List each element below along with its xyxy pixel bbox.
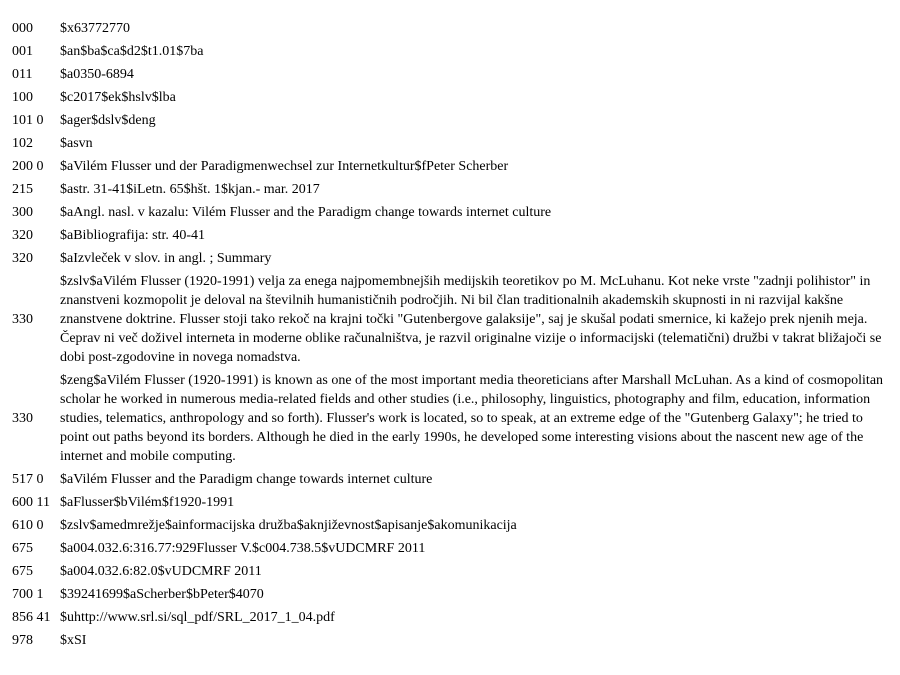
field-value: $a004.032.6:82.0$vUDCMRF 2011 — [60, 564, 262, 579]
field-value — [60, 652, 892, 675]
field-tag: 675 — [12, 564, 33, 579]
field-tag: 300 — [12, 205, 33, 220]
field-row — [12, 63, 892, 86]
field-value: $zeng$aVilém Flusser (1920-1991) is known as one of the most important media theoreticians after Marshall McLuhan. As a kind of cosmopolitan scholar he worked in numerous media-related fields and other studies (i.e., philosophy, linguistics, photography and film, education, information studies, telematics, anthropology and so forth). Flusser's work is located, so to speak, at an extreme edge of the "Gutenberg Galaxy"; he tried to point out paths beyond its borders. Although he died in the early 1990s, he developed some interesting visions about the nascent new age of the internet and mobile computing. — [60, 373, 884, 464]
field-value: $aIzvleček v slov. in angl. ; Summary — [60, 251, 272, 266]
field-value: $ager$dslv$deng — [60, 113, 156, 128]
field-tag: 610 0 — [12, 518, 44, 533]
field-value: $aAngl. nasl. v kazalu: Vilém Flusser and the Paradigm change towards internet culture — [60, 205, 552, 220]
field-value: $uhttp://www.srl.si/sql_pdf/SRL_2017_1_04.pdf — [60, 610, 335, 625]
field-row — [12, 537, 892, 560]
field-row — [12, 132, 892, 155]
field-tag: 700 1 — [12, 587, 44, 602]
field-row — [12, 652, 892, 675]
field-row — [12, 155, 892, 178]
field-row — [12, 583, 892, 606]
field-value: $x63772770 — [60, 21, 130, 36]
field-row — [12, 224, 892, 247]
field-tag: 330 — [12, 312, 33, 327]
field-row — [12, 86, 892, 109]
field-tag: 101 0 — [12, 113, 44, 128]
field-value: $c2017$ek$hslv$lba — [60, 90, 176, 105]
field-value: $zslv$amedmrežje$ainformacijska družba$aknjiževnost$apisanje$akomunikacija — [60, 518, 517, 533]
field-tag: 200 0 — [12, 159, 44, 174]
field-row — [12, 270, 892, 369]
field-tag: 001 — [12, 44, 33, 59]
field-tag: 856 41 — [12, 610, 51, 625]
field-row — [12, 491, 892, 514]
field-tag: 100 — [12, 90, 33, 105]
field-value — [60, 629, 892, 652]
field-value: $a004.032.6:316.77:929Flusser V.$c004.738.5$vUDCMRF 2011 — [60, 541, 426, 556]
field-tag: 011 — [12, 67, 33, 82]
field-tag — [12, 652, 60, 675]
field-value: $aVilém Flusser und der Paradigmenwechsel zur Internetkultur$fPeter Scherber — [60, 159, 509, 174]
field-row — [12, 109, 892, 132]
field-row — [12, 468, 892, 491]
field-row — [12, 606, 892, 629]
field-row — [12, 178, 892, 201]
field-value: $aBibliografija: str. 40-41 — [60, 228, 206, 243]
field-row — [12, 629, 892, 652]
field-tag: 517 0 — [12, 472, 44, 487]
field-value: $zslv$aVilém Flusser (1920-1991) velja za enega najpomembnejših medijskih teoretikov po M. McLuhanu. Kot neke vrste "zadnji polihistor" in znanstveni kozmopolit je deloval na številnih humanističnih področjih. Ni bil član traditionalnih akademskih skupnosti in ni razvijal kakšne znanstvene doktrine. Flusser stoji tako rekoč na krajni točki "Gutenbergove galaksije", saj je skušal podati smernice, ki kažejo prek njenih meja. Čeprav ni več doživel interneta in moderne oblike računalništva, je razvil originalne vizije o informacijski (telematični) družbi v takrat bližajoči se dobi post-zgodovine in novega nomadstva. — [60, 274, 882, 365]
field-value: $aFlusser$bVilém$f1920-1991 — [60, 495, 235, 510]
field-tag: 320 — [12, 228, 33, 243]
field-value: $astr. 31-41$iLetn. 65$hšt. 1$kjan.- mar. 2017 — [60, 182, 320, 197]
field-row — [12, 514, 892, 537]
field-tag: 330 — [12, 411, 33, 426]
field-tag: 102 — [12, 136, 33, 151]
pdf-link[interactable]: $xSI — [60, 633, 87, 648]
field-row — [12, 17, 892, 40]
field-row — [12, 40, 892, 63]
field-row — [12, 247, 892, 270]
field-tag: 000 — [12, 21, 33, 36]
field-value: $an$ba$ca$d2$t1.01$7ba — [60, 44, 204, 59]
field-value: $asvn — [60, 136, 93, 151]
field-value: $39241699$aScherber$bPeter$4070 — [60, 587, 264, 602]
field-tag: 215 — [12, 182, 33, 197]
field-tag: 320 — [12, 251, 33, 266]
field-tag: 978 — [12, 633, 33, 648]
field-value: $aVilém Flusser and the Paradigm change towards internet culture — [60, 472, 433, 487]
field-row — [12, 560, 892, 583]
field-tag: 675 — [12, 541, 33, 556]
field-row — [12, 201, 892, 224]
field-tag: 600 11 — [12, 495, 50, 510]
field-row — [12, 369, 892, 468]
marc-record-table — [12, 17, 892, 675]
field-value: $a0350-6894 — [60, 67, 134, 82]
